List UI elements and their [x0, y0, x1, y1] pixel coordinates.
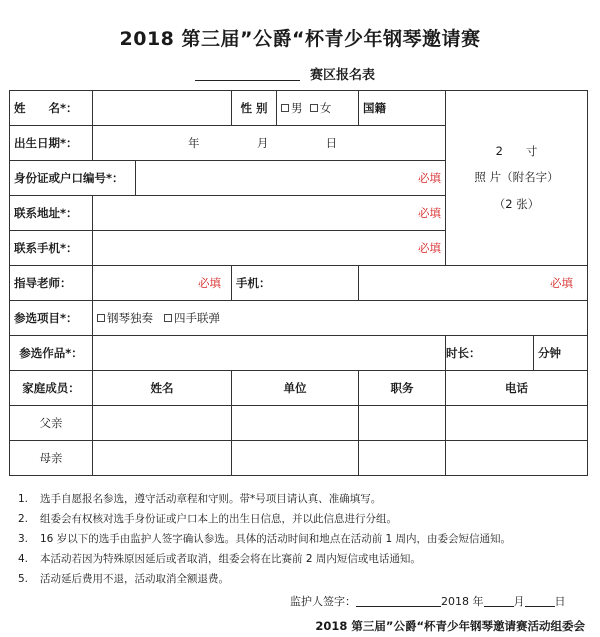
teacher-field[interactable]: 必填: [93, 266, 232, 301]
photo-caption-text: 照 片（附名字）: [474, 170, 559, 185]
note-item: [18, 529, 578, 549]
family-label: 家庭成员：: [10, 371, 93, 406]
father-job-field[interactable]: [359, 406, 446, 441]
signature-day: 日: [554, 595, 566, 608]
form-subtitle: [195, 64, 425, 83]
solo-label: 钢琴独奏: [107, 311, 153, 325]
mobile-label: 手机：: [232, 266, 359, 301]
female-label: 女: [319, 101, 332, 115]
duet-label: 四手联弹: [173, 311, 220, 325]
duet-checkbox[interactable]: [164, 314, 172, 322]
nationality-label: 国籍: [359, 91, 446, 126]
birth-field[interactable]: [93, 126, 446, 161]
name-label: 姓 名*：: [10, 91, 93, 126]
note-text: 活动延后费用不退，活动取消全额退费。: [40, 573, 229, 585]
teacher-label: 指导老师：: [10, 266, 93, 301]
gender-options: [277, 91, 359, 126]
note-text: 16 岁以下的选手由监护人签字确认参选。具体的活动时间和地点在活动前 1 周内，由委会短信通知。: [40, 533, 512, 545]
male-checkbox[interactable]: [281, 104, 289, 112]
mother-phone-field[interactable]: [446, 441, 588, 476]
note-number: 1.: [18, 493, 29, 505]
subtitle-text: 赛区报名表: [310, 68, 376, 83]
name-field[interactable]: [93, 91, 232, 126]
signature-month: 月: [513, 595, 525, 608]
phone-field[interactable]: 必填: [93, 231, 446, 266]
mother-unit-field[interactable]: [232, 441, 359, 476]
birth-day-label: 日: [325, 136, 338, 150]
id-label: 身份证或户口编号*：: [10, 161, 136, 196]
female-checkbox[interactable]: [310, 104, 318, 112]
note-text: 本活动若因为特殊原因延后或者取消，组委会将在比赛前 2 周内短信或电话通知。: [40, 553, 421, 565]
father-name-field[interactable]: [93, 406, 232, 441]
note-item: [18, 509, 578, 529]
col-job-header: 职务: [359, 371, 446, 406]
mother-job-field[interactable]: [359, 441, 446, 476]
note-item: [18, 489, 578, 509]
work-field[interactable]: [93, 336, 446, 371]
photo-box[interactable]: [446, 91, 588, 266]
mother-label: 母亲: [10, 441, 93, 476]
mother-name-field[interactable]: [93, 441, 232, 476]
registration-form-table: [9, 90, 588, 476]
note-text: 组委会有权核对选手身份证或户口本上的出生日信息，并以此信息进行分组。: [40, 513, 397, 525]
male-label: 男: [291, 101, 303, 115]
note-item: [18, 549, 578, 569]
birth-month-label: 月: [256, 136, 269, 150]
gender-label: 性 别: [232, 91, 277, 126]
notes-list: [18, 489, 578, 589]
birth-label: 出生日期*：: [10, 126, 93, 161]
organizer-footer: 2018 第三届”公爵“杯青少年钢琴邀请赛活动组委会: [315, 619, 585, 633]
note-number: 3.: [18, 533, 29, 545]
col-name-header: 姓名: [93, 371, 232, 406]
address-field[interactable]: 必填: [93, 196, 446, 231]
note-text: 选手自愿报名参选，遵守活动章程和守则。带*号项目请认真、准确填写。: [40, 493, 382, 505]
signature-label: 监护人签字：: [290, 595, 356, 608]
col-phone-header: 电话: [446, 371, 588, 406]
father-unit-field[interactable]: [232, 406, 359, 441]
father-phone-field[interactable]: [446, 406, 588, 441]
region-blank-line[interactable]: [195, 68, 300, 81]
minutes-label: 分钟: [534, 336, 588, 371]
note-number: 5.: [18, 573, 29, 585]
photo-size-text: 2 寸: [495, 143, 538, 158]
father-label: 父亲: [10, 406, 93, 441]
phone-label: 联系手机*：: [10, 231, 93, 266]
note-number: 2.: [18, 513, 29, 525]
signature-year: 2018 年: [441, 595, 484, 608]
page-title: 2018 第三届”公爵“杯青少年钢琴邀请赛: [119, 28, 481, 50]
signature-field[interactable]: [356, 595, 441, 607]
project-options: [93, 301, 588, 336]
note-item: [18, 569, 578, 589]
mobile-field[interactable]: 必填: [359, 266, 588, 301]
signature-day-field[interactable]: [525, 595, 555, 607]
work-label: 参选作品*：: [10, 336, 93, 371]
signature-month-field[interactable]: [484, 595, 514, 607]
note-number: 4.: [18, 553, 29, 565]
birth-year-label: 年: [188, 136, 200, 150]
solo-checkbox[interactable]: [97, 314, 105, 322]
project-label: 参选项目*：: [10, 301, 93, 336]
signature-line: [290, 593, 566, 609]
address-label: 联系地址*：: [10, 196, 93, 231]
id-field[interactable]: 必填: [136, 161, 446, 196]
duration-label: 时长：: [446, 336, 534, 371]
col-unit-header: 单位: [232, 371, 359, 406]
photo-count-text: （2 张）: [493, 196, 540, 211]
